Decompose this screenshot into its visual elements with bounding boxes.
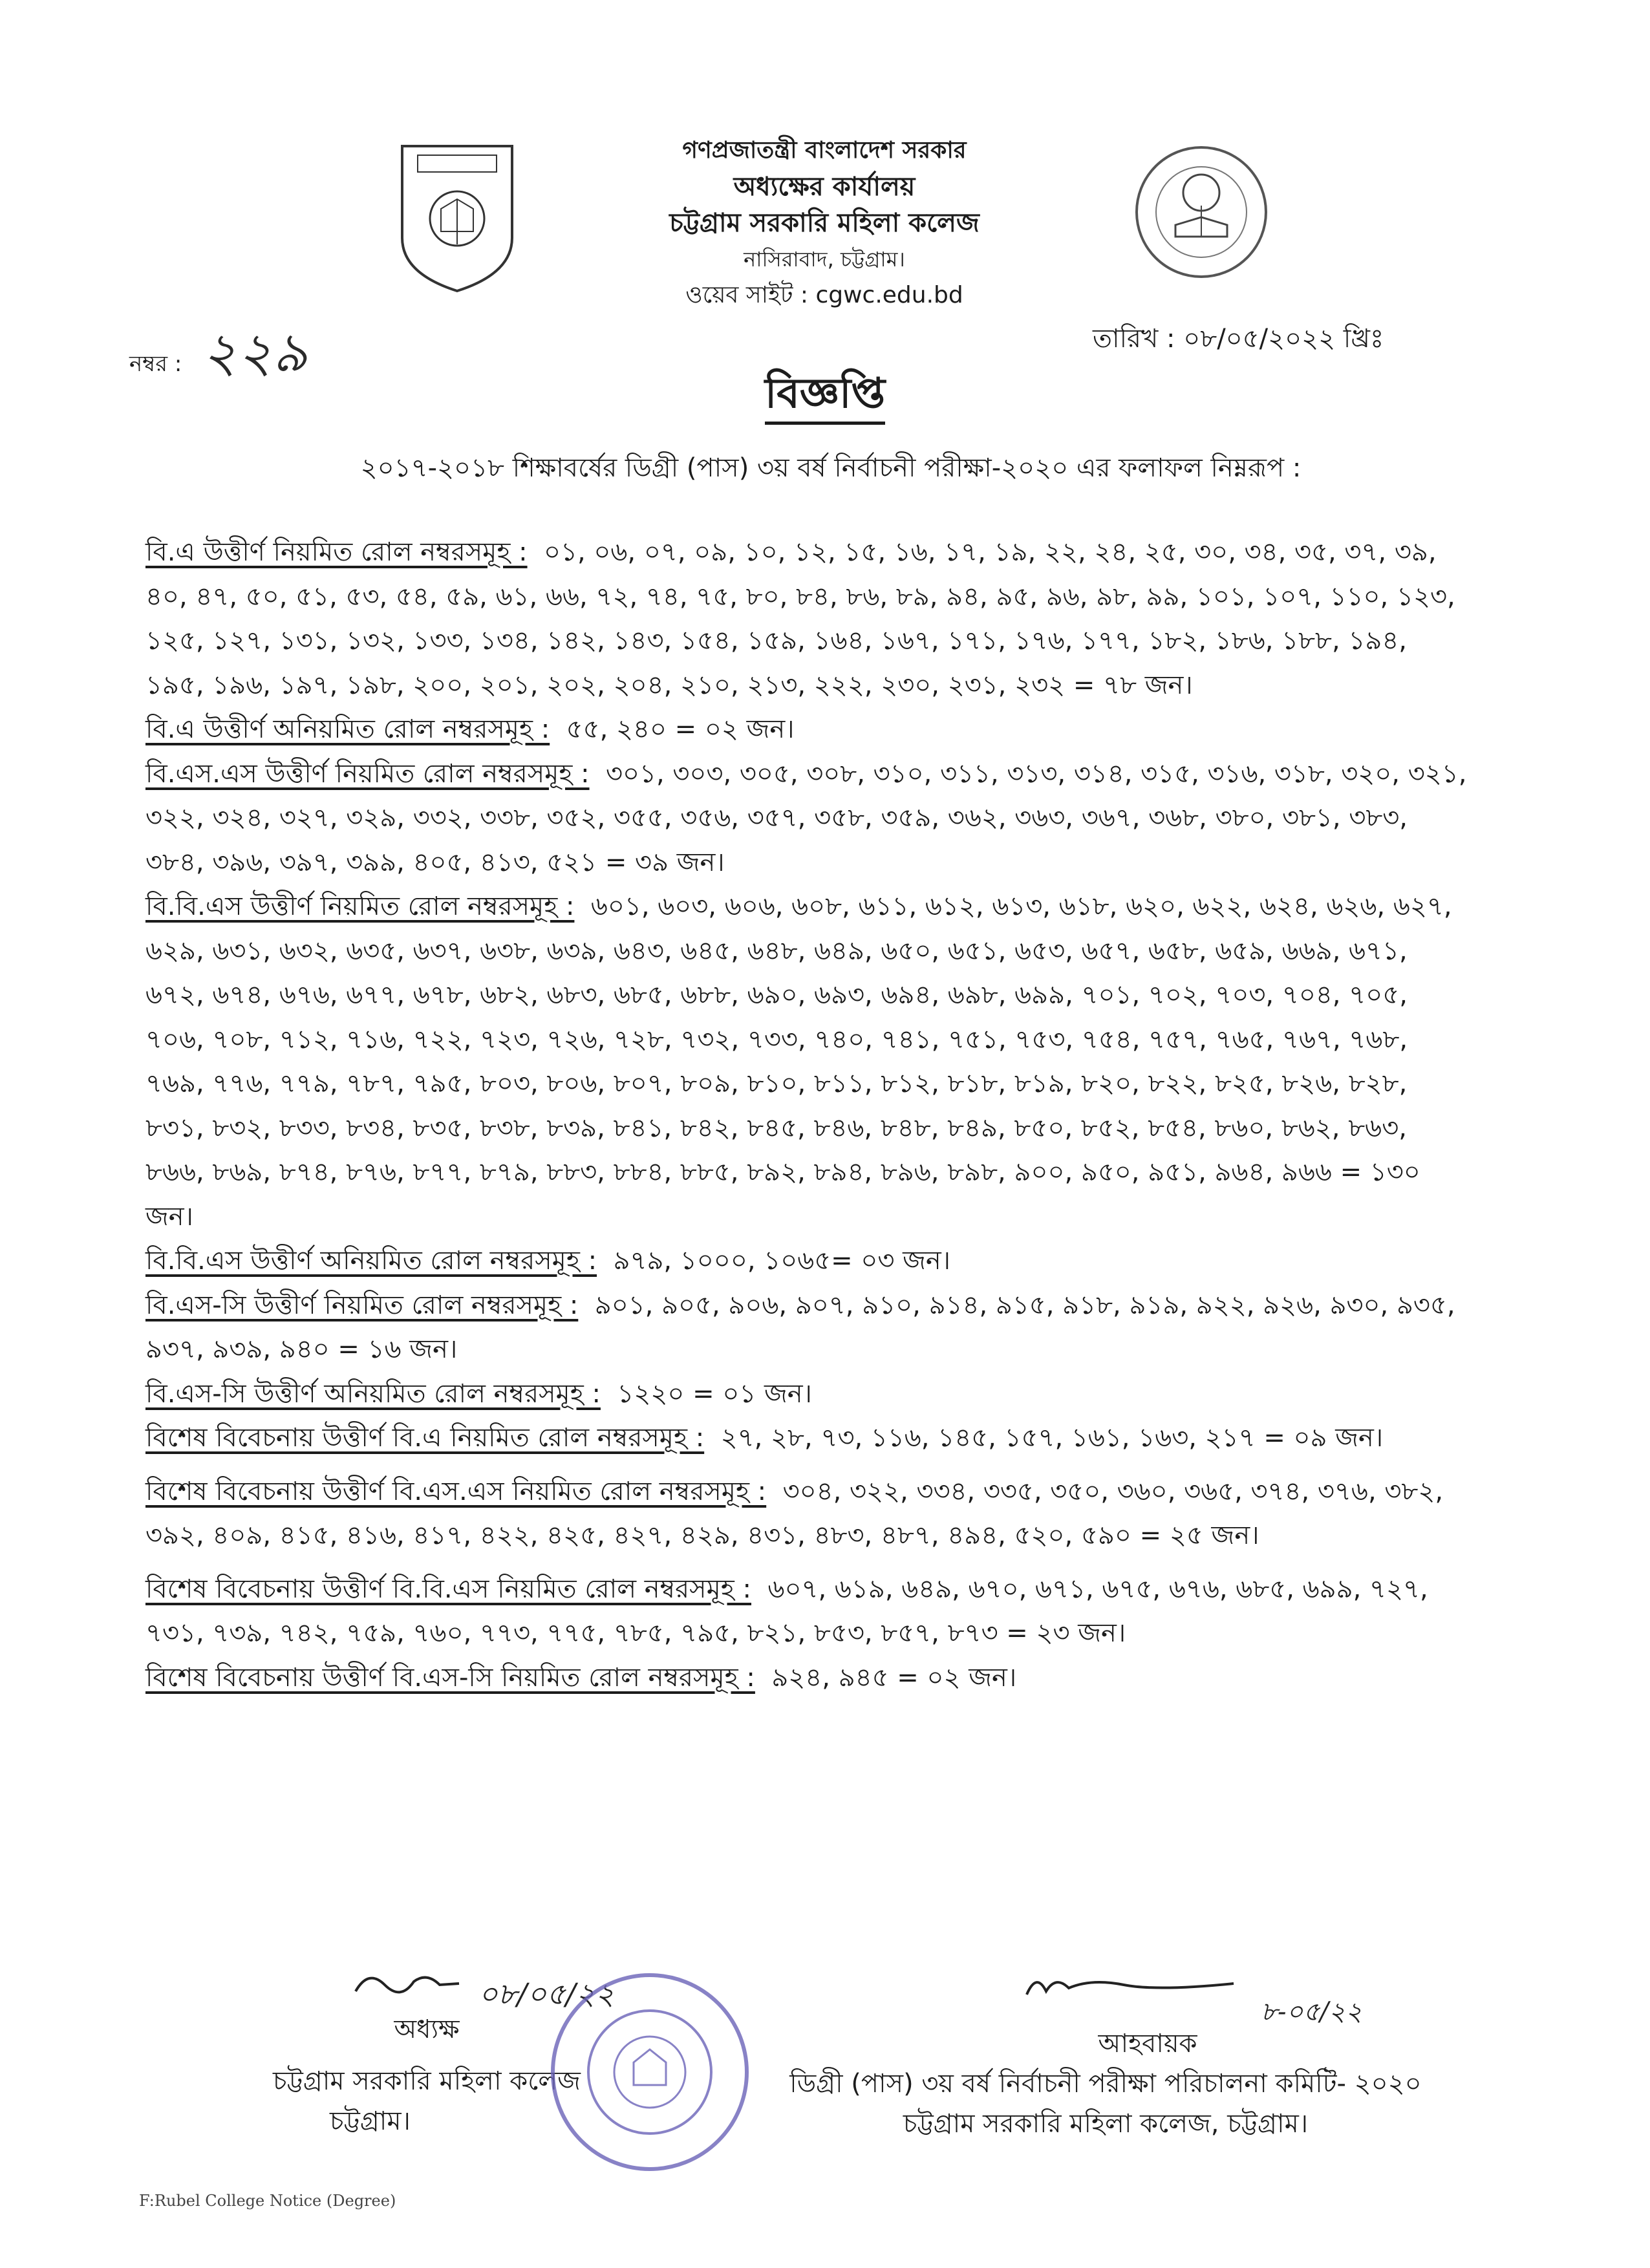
notice-subtitle: ২০১৭-২০১৮ শিক্ষাবর্ষের ডিগ্রী (পাস) ৩য় বর্ষ নির্বাচনী পরীক্ষা-২০২০ এর ফলাফল নিম্নরূপ : [360,453,1302,483]
section-rolls: ৯২৪, ৯৪৫ = ০২ জন। [771,1662,1017,1693]
section-rolls: ৩০৪, ৩২২, ৩৩৪, ৩৩৫, ৩৫০, ৩৬০, ৩৬৫, ৩৭৪, ৩৭৬, ৩৮২, ৩৯২, ৪০৯, ৪১৫, ৪১৬, ৪১৭, ৪২২, ৪২৫, ৪২৭, ৪২৯, ৪৩১, ৪৮৩, ৪৮৭, ৪৯৪, ৫২০, ৫৯০ = ২৫ জন। [145,1476,1444,1550]
notice-date: তারিখ : ০৮/০৫/২০২২ খ্রিঃ [1093,324,1384,354]
convener-title: আহবায়ক [1098,2029,1197,2059]
section-label: বি.বি.এস উত্তীর্ণ নিয়মিত রোল নম্বরসমূহ : [145,892,575,921]
principal-college: চট্টগ্রাম সরকারি মহিলা কলেজ [273,2066,581,2096]
result-section [145,707,1471,752]
section-label: বিশেষ বিবেচনায় উত্তীর্ণ বি.বি.এস নিয়মিত রোল নম্বরসমূহ : [145,1574,752,1604]
result-section [145,884,1471,1239]
section-rolls: ৯৭৯, ১০০০, ১০৬৫= ০৩ জন। [613,1246,951,1276]
header-govt: গণপ্রজাতন্ত্রী বাংলাদেশ সরকার [682,137,967,164]
results-body [145,530,1471,1700]
result-section [145,1239,1471,1283]
memo-value: ২২৯ [202,321,308,384]
principal-sign-date: ০৮/০৫/২২ [478,1976,615,2011]
file-path-footer: F:Rubel College Notice (Degree) [139,2192,396,2210]
result-section [145,1470,1471,1558]
section-label: বিশেষ বিবেচনায় উত্তীর্ণ বি.এস-সি নিয়মিত রোল নম্বরসমূহ : [145,1662,755,1693]
convener-signature-block [737,2024,1474,2144]
result-section [145,1656,1471,1700]
principal-signature-scrawl [349,1965,466,2007]
section-label: বি.এস.এস উত্তীর্ণ নিয়মিত রোল নম্বরসমূহ : [145,758,590,789]
result-section [145,1283,1471,1372]
result-section [145,752,1471,885]
college-seal [540,1965,760,2181]
convener-committee: ডিগ্রী (পাস) ৩য় বর্ষ নির্বাচনী পরীক্ষা পরিচালনা কমিটি- ২০২০ [789,2069,1422,2099]
result-section [145,530,1471,707]
header-address: নাসিরাবাদ, চট্টগ্রাম। [744,247,905,272]
section-rolls: ৩০১, ৩০৩, ৩০৫, ৩০৮, ৩১০, ৩১১, ৩১৩, ৩১৪, ৩১৫, ৩১৬, ৩১৮, ৩২০, ৩২১, ৩২২, ৩২৪, ৩২৭, ৩২৯, ৩৩২, ৩৩৮, ৩৫২, ৩৫৫, ৩৫৬, ৩৫৭, ৩৫৮, ৩৫৯, ৩৬২, ৩৬৩, ৩৬৭, ৩৬৮, ৩৮০, ৩৮১, ৩৮৩, ৩৮৪, ৩৯৬, ৩৯৭, ৩৯৯, ৪০৫, ৪১৩, ৫২১ = ৩৯ জন। [145,758,1467,877]
convener-sign-date: ৮-০৫/২২ [1261,1997,1362,2027]
college-logo-left [396,141,519,299]
memo-label: নম্বর : [129,351,182,377]
section-label: বি.এস-সি উত্তীর্ণ নিয়মিত রোল নম্বরসমূহ : [145,1290,579,1320]
section-label: বি.এ উত্তীর্ণ নিয়মিত রোল নম্বরসমূহ : [145,537,528,567]
section-label: বিশেষ বিবেচনায় উত্তীর্ণ বি.এস.এস নিয়মিত রোল নম্বরসমূহ : [145,1476,767,1506]
college-logo-right [1124,141,1279,286]
section-rolls: ২৭, ২৮, ৭৩, ১১৬, ১৪৫, ১৫৭, ১৬১, ১৬৩, ২১৭ = ০৯ জন। [720,1423,1384,1453]
result-section [145,1372,1471,1417]
section-rolls: ৯০১, ৯০৫, ৯০৬, ৯০৭, ৯১০, ৯১৪, ৯১৫, ৯১৮, ৯১৯, ৯২২, ৯২৬, ৯৩০, ৯৩৫, ৯৩৭, ৯৩৯, ৯৪০ = ১৬ জন। [145,1290,1455,1364]
section-label: বি.এস-সি উত্তীর্ণ অনিয়মিত রোল নম্বরসমূহ : [145,1378,601,1409]
principal-title: অধ্যক্ষ [394,2015,460,2044]
header-office: অধ্যক্ষের কার্যালয় [733,172,916,202]
section-rolls: ০১, ০৬, ০৭, ০৯, ১০, ১২, ১৫, ১৬, ১৭, ১৯, ২২, ২৪, ২৫, ৩০, ৩৪, ৩৫, ৩৭, ৩৯, ৪০, ৪৭, ৫০, ৫১, ৫৩, ৫৪, ৫৯, ৬১, ৬৬, ৭২, ৭৪, ৭৫, ৮০, ৮৪, ৮৬, ৮৯, ৯৪, ৯৫, ৯৬, ৯৮, ৯৯, ১০১, ১০৭, ১১০, ১২৩, ১২৫, ১২৭, ১৩১, ১৩২, ১৩৩, ১৩৪, ১৪২, ১৪৩, ১৫৪, ১৫৯, ১৬৪, ১৬৭, ১৭১, ১৭৬, ১৭৭, ১৮২, ১৮৬, ১৮৮, ১৯৪, ১৯৫, ১৯৬, ১৯৭, ১৯৮, ২০০, ২০১, ২০২, ২০৪, ২১০, ২১৩, ২২২, ২৩০, ২৩১, ২৩২ = ৭৮ জন। [145,537,1455,700]
section-rolls: ৬০১, ৬০৩, ৬০৬, ৬০৮, ৬১১, ৬১২, ৬১৩, ৬১৮, ৬২০, ৬২২, ৬২৪, ৬২৬, ৬২৭, ৬২৯, ৬৩১, ৬৩২, ৬৩৫, ৬৩৭, ৬৩৮, ৬৩৯, ৬৪৩, ৬৪৫, ৬৪৮, ৬৪৯, ৬৫০, ৬৫১, ৬৫৩, ৬৫৭, ৬৫৮, ৬৫৯, ৬৬৯, ৬৭১, ৬৭২, ৬৭৪, ৬৭৬, ৬৭৭, ৬৭৮, ৬৮২, ৬৮৩, ৬৮৫, ৬৮৮, ৬৯০, ৬৯৩, ৬৯৪, ৬৯৮, ৬৯৯, ৭০১, ৭০২, ৭০৩, ৭০৪, ৭০৫, ৭০৬, ৭০৮, ৭১২, ৭১৬, ৭২২, ৭২৩, ৭২৬, ৭২৮, ৭৩২, ৭৩৩, ৭৪০, ৭৪১, ৭৫১, ৭৫৩, ৭৫৪, ৭৫৭, ৭৬৫, ৭৬৭, ৭৬৮, ৭৬৯, ৭৭৬, ৭৭৯, ৭৮৭, ৭৯৫, ৮০৩, ৮০৬, ৮০৭, ৮০৯, ৮১০, ৮১১, ৮১২, ৮১৮, ৮১৯, ৮২০, ৮২২, ৮২৫, ৮২৬, ৮২৮, ৮৩১, ৮৩২, ৮৩৩, ৮৩৪, ৮৩৫, ৮৩৮, ৮৩৯, ৮৪১, ৮৪২, ৮৪৫, ৮৪৬, ৮৪৮, ৮৪৯, ৮৫০, ৮৫২, ৮৫৪, ৮৬০, ৮৬২, ৮৬৩, ৮৬৬, ৮৬৯, ৮৭৪, ৮৭৬, ৮৭৭, ৮৭৯, ৮৮৩, ৮৮৪, ৮৮৫, ৮৯২, ৮৯৪, ৮৯৬, ৮৯৮, ৯০০, ৯৫০, ৯৫১, ৯৬৪, ৯৬৬ = ১৩০ জন। [145,892,1452,1232]
notice-title [0,362,1650,431]
result-section [145,1567,1471,1656]
section-rolls: ১২২০ = ০১ জন। [617,1378,812,1409]
section-label: বিশেষ বিবেচনায় উত্তীর্ণ বি.এ নিয়মিত রোল নম্বরসমূহ : [145,1423,705,1453]
section-rolls: ৫৫, ২৪০ = ০২ জন। [566,714,795,744]
convener-signature-scrawl [1020,1965,1253,2007]
section-label: বি.বি.এস উত্তীর্ণ অনিয়মিত রোল নম্বরসমূহ : [145,1246,597,1276]
section-rolls: ৬০৭, ৬১৯, ৬৪৯, ৬৭০, ৬৭১, ৬৭৫, ৬৭৬, ৬৮৫, ৬৯৯, ৭২৭, ৭৩১, ৭৩৯, ৭৪২, ৭৫৯, ৭৬০, ৭৭৩, ৭৭৫, ৭৮৫, ৭৯৫, ৮২১, ৮৫৩, ৮৫৭, ৮৭৩ = ২৩ জন। [145,1574,1428,1648]
result-section [145,1416,1471,1460]
notice-title-text: বিজ্ঞপ্তি [765,370,885,425]
header-college: চট্টগ্রাম সরকারি মহিলা কলেজ [669,208,980,238]
header-website: ওয়েব সাইট : cgwc.edu.bd [685,282,963,308]
principal-city: চট্টগ্রাম। [330,2106,411,2136]
convener-college: চট্টগ্রাম সরকারি মহিলা কলেজ, চট্টগ্রাম। [903,2109,1309,2139]
section-label: বি.এ উত্তীর্ণ অনিয়মিত রোল নম্বরসমূহ : [145,714,550,744]
office-header [556,133,1093,314]
